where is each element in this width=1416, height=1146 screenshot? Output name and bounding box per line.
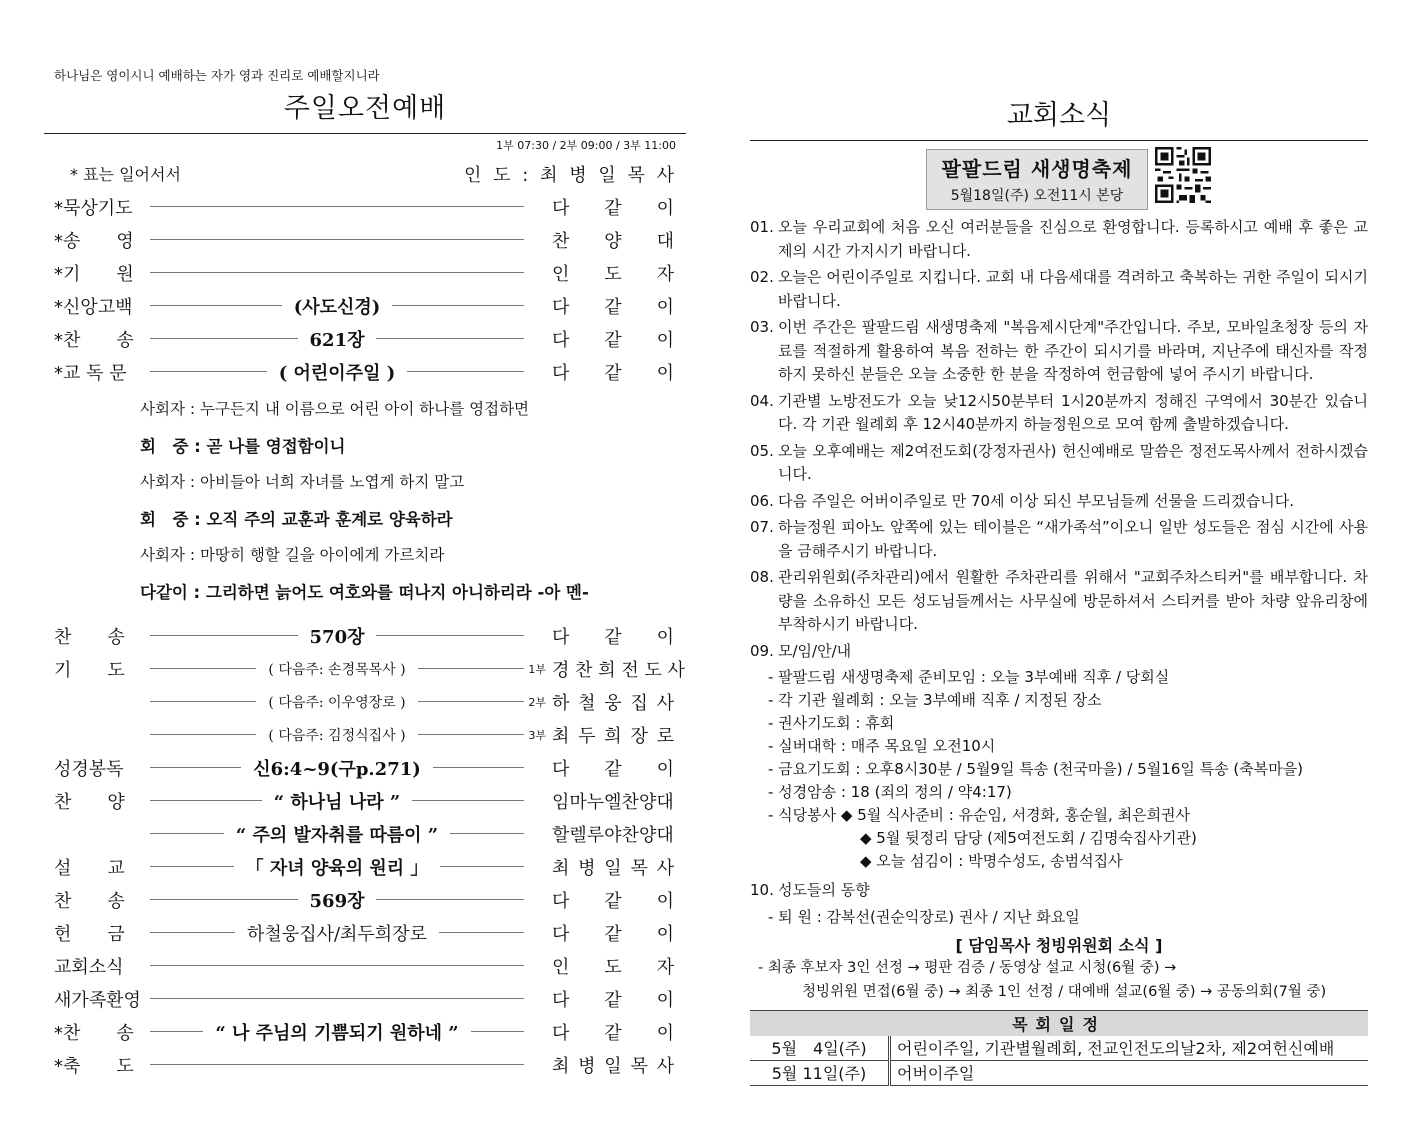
leader: 인 도 : 최 병 일 목 사 [464,164,674,186]
dotted-line [150,338,298,339]
responsive-line: 회 중 : 곧 나를 영접함이니 [140,436,346,456]
order-person: 인 도 자 [552,263,674,285]
schedule-event: 어린이주일, 기관별월례회, 전교인전도의날2차, 제2여헌신예배 [890,1036,1369,1061]
leader-line [150,725,524,745]
dotted-line [418,668,524,669]
dotted-line [412,800,524,801]
order-item: “ 나 주님의 기쁨되기 원하네 ” [215,1022,459,1044]
dotted-line [392,305,524,306]
list-item [750,390,1368,437]
dotted-line [150,833,224,834]
table-row [750,1060,1368,1085]
leader-line [150,821,524,847]
list-item: 10. 성도들의 동향 [750,881,870,899]
order-item: ( 다음주: 손경목목사 ) [268,661,406,678]
order-label: 찬 송 [54,626,125,648]
list-subitem: - 퇴 원 : 감복선(권순익장로) 권사 / 지난 화요일 [768,907,1080,926]
dotted-line [418,734,524,735]
item-number: 04. [750,391,774,410]
dotted-line [150,272,524,273]
order-label: 새가족환영 [54,989,141,1011]
ministry-schedule-table [750,1010,1368,1086]
order-label: 설 교 [54,857,125,879]
dotted-line [150,1031,203,1032]
item-text: 하늘정원 피아노 앞쪽에 있는 테이블은 “새가족석”이오니 일반 성도들은 점심 시간에 사용을 금해주시기 바랍니다. [778,518,1368,560]
order-item: “ 하나님 나라 ” [273,791,401,813]
item-text: 기관별 노방전도가 오늘 낮12시50분부터 1시20분까지 정해진 구역에서 30분간 있습니다. 각 기관 월례회 후 12시40분까지 하늘정원으로 모여 함께 출발하겠습니다. [778,391,1368,433]
order-label: 성경봉독 [54,758,124,780]
order-person: 다 같 이 [552,1022,674,1044]
order-person: 다 같 이 [552,758,674,780]
dotted-line [433,767,524,768]
order-person: 임마누엘찬양대 [552,791,674,813]
service-times: 1부 07:30 / 2부 09:00 / 3부 11:00 [496,139,676,152]
list-item [750,516,1368,563]
service-tag: 3부 [528,728,546,742]
dotted-line [150,668,256,669]
item-number: 06. [750,491,774,510]
item-text: 오늘 오후예배는 제2여전도회(강정자권사) 헌신예배로 말씀은 정전도목사께서 전하시겠습니다. [778,441,1368,483]
list-subitem: ◆ 5월 뒷정리 담당 (제5여전도회 / 김명숙집사기관) [860,829,1197,847]
order-person: 인 도 자 [552,956,674,978]
order-item: ( 어린이주일 ) [278,362,396,384]
order-row [44,982,686,1015]
divider [44,133,686,134]
responsive-line: 사회자 : 아비들아 너희 자녀를 노엽게 하지 말고 [140,473,465,492]
dotted-line [150,635,298,636]
list-subitem: - 성경암송 : 18 (죄의 정의 / 약4:17) [768,783,1012,801]
order-row [44,916,686,949]
order-label: *기 원 [54,263,134,285]
order-item: ( 다음주: 김정식집사 ) [268,727,406,744]
dotted-line [150,932,235,933]
order-row [44,355,686,388]
leader-line [150,920,524,946]
dotted-line [150,305,282,306]
order-item: 621장 [309,329,365,351]
leader-line [150,272,524,273]
order-label: 기 도 [54,659,125,681]
order-row [44,949,686,982]
divider [750,140,1368,141]
dotted-line [150,899,298,900]
worship-order-page [44,60,686,1081]
order-row [44,850,686,883]
dotted-line [150,1064,524,1065]
order-row [44,619,686,652]
leader-row [44,157,686,190]
pastor-committee-line: - 최종 후보자 3인 선정 → 평판 검증 / 동영상 설교 시청(6월 중) → [758,959,1177,976]
item-number: 08. [750,568,774,586]
order-item: ( 다음주: 이우영장로 ) [268,694,406,711]
dotted-line [150,866,234,867]
order-item: (사도신경) [293,296,381,318]
leader-line [150,854,524,880]
order-person: 할렐루야찬양대 [552,824,674,846]
standing-note: * 표는 일어서서 [70,165,181,184]
order-row [44,883,686,916]
dotted-line [407,371,524,372]
list-subitem: ◆ 오늘 섬김이 : 박명수성도, 송범석집사 [860,852,1123,870]
schedule-event: 어버이주일 [890,1060,1369,1085]
leader-line [150,887,524,913]
church-news-page [750,60,1368,1086]
banner-title: 팔팔드림 새생명축제 [941,157,1133,181]
list-item [750,216,1368,263]
list-item [750,566,1368,637]
dotted-line [150,239,524,240]
order-label: 찬 송 [54,890,125,912]
order-person: 다 같 이 [552,197,674,219]
dotted-line [150,800,262,801]
leader-line [150,623,524,649]
order-person: 경 찬 희 전 도 사 [552,659,685,681]
order-item: 569장 [309,890,365,912]
list-subitem: - 권사기도회 : 휴회 [768,714,895,732]
order-row [44,1048,686,1081]
table-row [750,1036,1368,1061]
leader-line [150,692,524,712]
news-title: 교회소식 [1006,100,1112,131]
dotted-line [150,965,524,966]
order-item: 하철웅집사/최두희장로 [247,923,427,945]
item-number: 02. [750,268,774,286]
order-label: *송 영 [54,230,134,252]
motto: 하나님은 영이시니 예배하는 자가 영과 진리로 예배할지니라 [54,68,380,83]
list-subitem: - 실버대학 : 매주 목요일 오전10시 [768,737,996,755]
leader-line [150,206,524,207]
order-label: 헌 금 [54,923,125,945]
item-number: 03. [750,318,774,336]
order-person: 다 같 이 [552,890,674,912]
dotted-line [376,635,524,636]
order-row [44,289,686,322]
item-number: 07. [750,518,774,536]
list-item [750,490,1368,514]
leader-line [150,293,524,319]
table-header: 목회일정 [750,1010,1368,1036]
qr-code-icon[interactable] [1155,147,1211,203]
responsive-line: 회 중 : 오직 주의 교훈과 훈계로 양육하라 [140,509,453,529]
responsive-line: 사회자 : 누구든지 내 이름으로 어린 아이 하나를 영접하면 [140,400,530,419]
order-label: *묵상기도 [54,197,133,219]
order-item: 570장 [309,626,365,648]
list-item [750,440,1368,487]
order-person: 다 같 이 [552,626,674,648]
item-text: 오늘은 어린이주일로 지킵니다. 교회 내 다음세대를 격려하고 축복하는 귀한 주일이 되시기 바랍니다. [778,268,1368,310]
order-label: *찬 송 [54,329,134,351]
order-label: *축 도 [54,1055,134,1077]
order-row [44,718,686,751]
page-title: 주일오전예배 [283,93,447,124]
leader-line [150,788,524,814]
order-person: 최 병 일 목 사 [552,857,674,879]
service-tag: 1부 [528,662,546,676]
item-text: 이번 주간은 팔팔드림 새생명축제 "복음제시단계"주간입니다. 주보, 모바일초청장 등의 자료를 적절하게 활용하여 복음 전하는 한 주간이 되시기를 바라며, 지난주에 태신자를 작정하지 못하신 분들은 오늘 소중한 한 분을 작정하여 헌금함에 넣어 주시기 바랍니다. [778,318,1368,383]
list-subitem: - 식당봉사 ◆ 5월 식사준비 : 유순임, 서경화, 홍순월, 최은희권사 [768,806,1191,824]
responsive-line: 다같이 : 그리하면 늙어도 여호와를 떠나지 아니하리라 -아 멘- [140,582,589,602]
dotted-line [439,932,524,933]
order-person: 다 같 이 [552,296,674,318]
item-text: 오늘 우리교회에 처음 오신 여러분들을 진심으로 환영합니다. 등록하시고 예배 후 좋은 교제의 시간 가지시기 바랍니다. [778,218,1368,260]
order-row [44,817,686,850]
order-label: 찬 양 [54,791,125,813]
list-item [750,266,1368,313]
service-tag: 2부 [528,695,546,709]
order-label: *신앙고백 [54,296,133,318]
order-row [44,322,686,355]
order-row [44,256,686,289]
order-label: *교 독 문 [54,362,127,384]
list-subitem: - 금요기도회 : 오후8시30분 / 5월9일 특송 (천국마을) / 5월16일 특송 (축복마을) [768,760,1304,778]
list-item [750,316,1368,387]
leader-line [150,359,524,385]
dotted-line [440,866,524,867]
leader-line [150,659,524,679]
dotted-line [471,1031,524,1032]
news-list [750,216,1368,929]
order-label: 교회소식 [54,956,124,978]
order-list [44,190,686,388]
order-item: 「 자녀 양육의 원리 」 [245,857,429,879]
leader-line [150,755,524,781]
order-person: 최 병 일 목 사 [552,1055,674,1077]
dotted-line [450,833,524,834]
order-row [44,190,686,223]
leader-line [150,326,524,352]
schedule-date: 5월 11일(주) [750,1060,890,1085]
leader-line [150,998,524,999]
dotted-line [150,998,524,999]
order-row [44,652,686,685]
list-subitem: - 각 기관 월례회 : 오늘 3부예배 직후 / 지정된 장소 [768,691,1102,709]
dotted-line [418,701,524,702]
order-person: 최 두 희 장 로 [552,725,674,747]
order-person: 찬 양 대 [552,230,674,252]
order-item: “ 주의 발자취를 따름이 ” [235,824,439,846]
order-person: 다 같 이 [552,989,674,1011]
order-person: 하 철 웅 집 사 [552,692,674,714]
item-text: 다음 주일은 어버이주일로 만 70세 이상 되신 부모님들께 선물을 드리겠습니다. [778,491,1294,510]
leader-line [150,965,524,966]
item-number: 01. [750,218,774,236]
list-item: 09. 모/임/안/내 [750,641,852,660]
dotted-line [376,338,524,339]
order-row [44,784,686,817]
responsive-reading [44,390,686,609]
order-person: 다 같 이 [552,923,674,945]
order-person: 다 같 이 [552,329,674,351]
dotted-line [150,767,241,768]
dotted-line [150,206,524,207]
list-subitem: - 팔팔드림 새생명축제 준비모임 : 오늘 3부예배 직후 / 당회실 [768,668,1170,686]
order-list-2 [44,619,686,1081]
order-label: *찬 송 [54,1022,134,1044]
order-item: 신6:4~9(구p.271) [253,758,421,780]
leader-line [150,239,524,240]
dotted-line [150,701,256,702]
responsive-line: 사회자 : 마땅히 행할 길을 아이에게 가르치라 [140,546,445,565]
order-row [44,751,686,784]
event-banner [926,149,1148,210]
item-text: 관리위원회(주차관리)에서 원활한 주차관리를 위해서 "교회주차스티커"를 배부합니다. 차량을 소유하신 모든 성도님들께서는 사무실에 방문하셔서 스티커를 받아 차량 앞유리창에 부착하시기 바랍니다. [778,568,1368,633]
item-number: 05. [750,441,774,460]
dotted-line [150,734,256,735]
pastor-committee-line: 청빙위원 면접(6월 중) → 최종 1인 선정 / 대예배 설교(6월 중) → 공동의회(7월 중) [802,983,1327,1000]
dotted-line [376,899,524,900]
order-person: 다 같 이 [552,362,674,384]
leader-line [150,1019,524,1045]
order-row [44,223,686,256]
leader-line [150,1064,524,1065]
dotted-line [150,371,267,372]
pastor-committee-title: [ 담임목사 청빙위원회 소식 ] [955,935,1163,955]
order-row [44,1015,686,1048]
banner-subtitle: 5월18일(주) 오전11시 본당 [950,188,1124,204]
schedule-date: 5월 4일(주) [750,1036,890,1061]
order-row [44,685,686,718]
